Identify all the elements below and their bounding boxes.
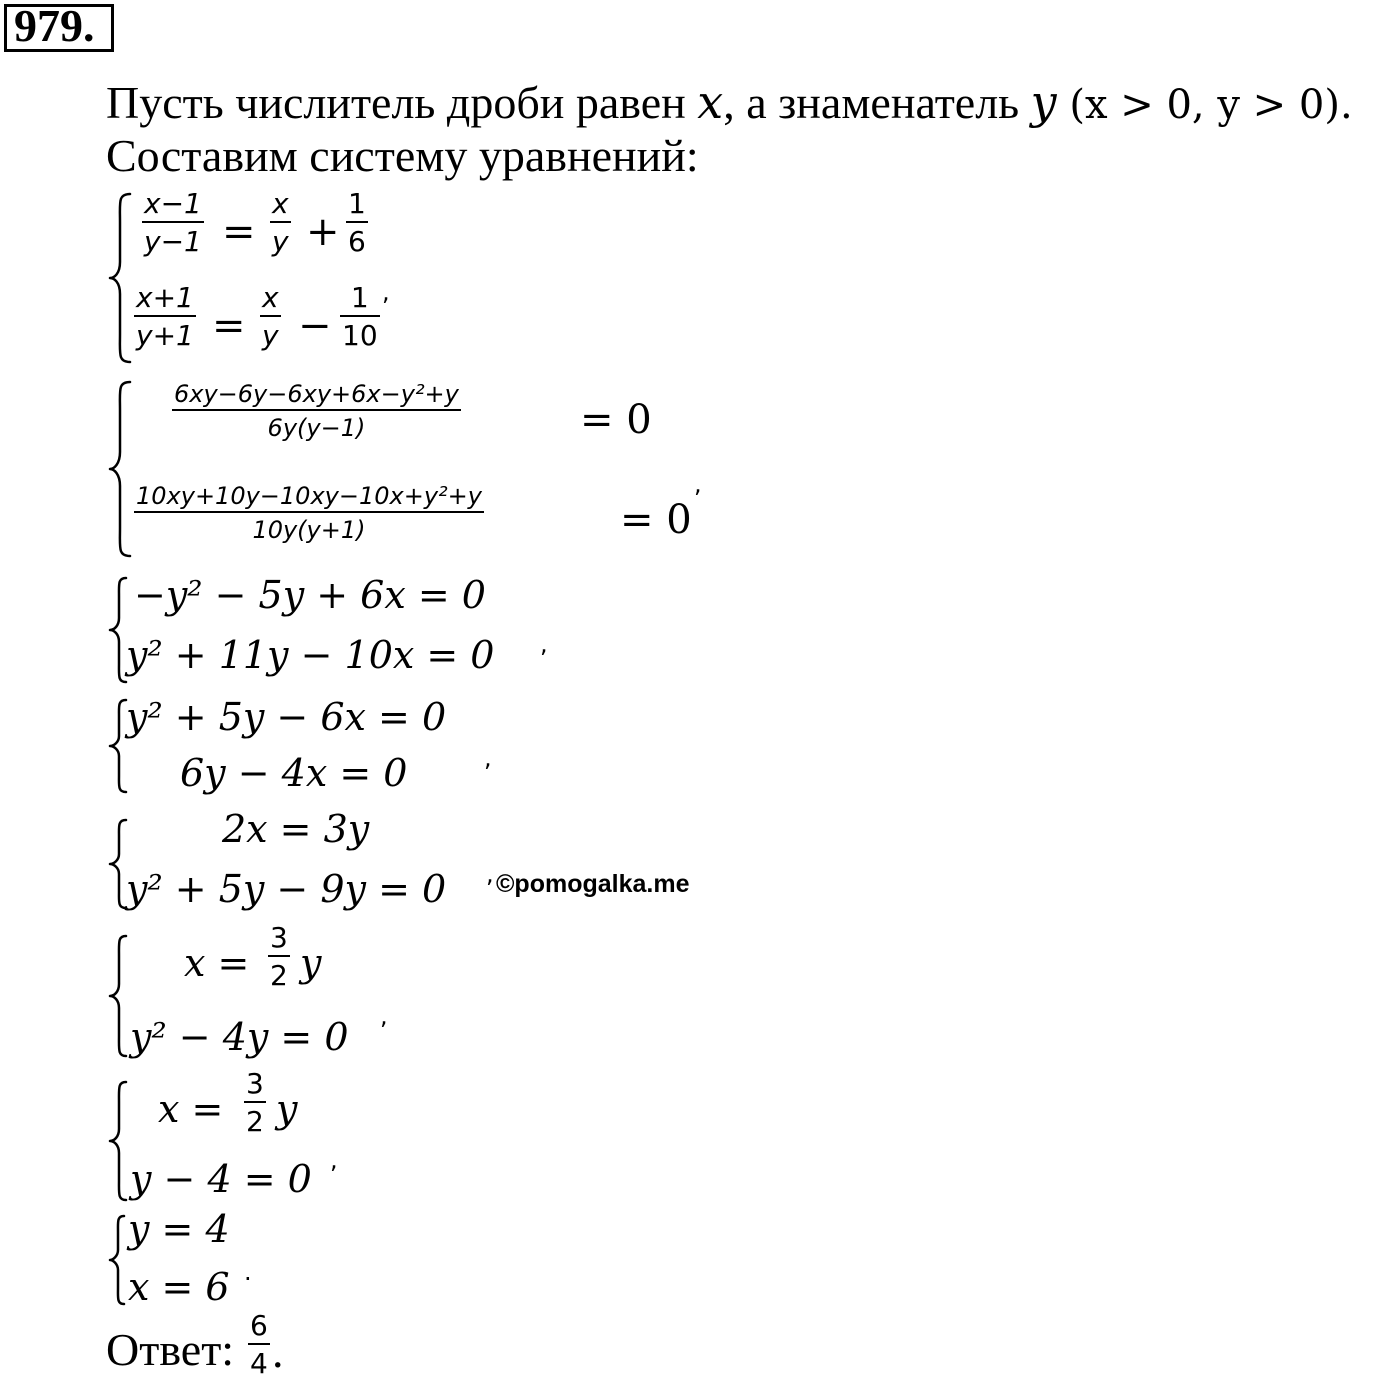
intro-text-b: , а знаменатель <box>723 77 1031 128</box>
s1-eq1-rhs2-fraction <box>346 187 368 258</box>
s1-comma: , <box>382 278 390 306</box>
s8-eq2: x = 6 <box>128 1265 230 1309</box>
s1-eq1-op: + <box>306 209 340 255</box>
s3-eq2: y² + 11y − 10x = 0 <box>126 633 495 677</box>
s6-eq1-frac-num: 3 <box>270 921 288 954</box>
s1-eq1-rhs1-num: x <box>272 187 289 220</box>
s1-eq1-lhs-fraction <box>142 187 204 258</box>
s1-eq1-lhs-num: x−1 <box>144 187 202 220</box>
intro-var-y: y <box>1030 75 1057 129</box>
s1-eq1-equals: = <box>222 209 256 255</box>
intro-line-1 <box>106 76 1353 131</box>
s1-eq1-rhs1-fraction <box>270 187 291 258</box>
answer-period: . <box>272 1326 284 1377</box>
s1-eq1-rhs1-den: y <box>272 225 289 258</box>
s3-eq1: −y² − 5y + 6x = 0 <box>134 573 486 617</box>
answer-fraction <box>248 1309 270 1380</box>
answer-frac-num: 6 <box>250 1309 268 1342</box>
s4-eq1: y² + 5y − 6x = 0 <box>126 695 447 739</box>
answer-label: Ответ: <box>106 1324 235 1375</box>
answer-frac-den: 4 <box>250 1347 268 1380</box>
s2-eq1-den: 6y(y−1) <box>267 414 366 442</box>
s1-eq2-rhs2-fraction <box>340 281 380 352</box>
s1-eq2-rhs1-den: y <box>262 319 279 352</box>
s2-eq2-den: 10y(y+1) <box>252 516 366 544</box>
s2-eq2-num: 10xy+10y−10xy−10x+y²+y <box>136 482 482 510</box>
s7-eq1-lhs: x = <box>158 1087 224 1131</box>
s1-eq1-rhs2-num: 1 <box>348 187 366 220</box>
s7-eq1-rhs: y <box>276 1087 298 1131</box>
s7-eq2: y − 4 = 0 <box>130 1157 312 1201</box>
intro-line-2: Составим систему уравнений: <box>106 130 699 181</box>
s2-eq2-fraction <box>134 484 484 542</box>
s3-comma: , <box>540 630 548 658</box>
problem-number: 979. <box>14 0 95 51</box>
s1-eq1-lhs-den: y−1 <box>144 225 202 258</box>
s5-eq1: 2x = 3y <box>222 807 370 851</box>
s6-eq1-lhs: x = <box>184 941 250 985</box>
s2-eq1-rhs: = 0 <box>580 397 652 443</box>
s2-eq1-fraction <box>172 382 461 440</box>
s7-eq1-frac-num: 3 <box>246 1067 264 1100</box>
watermark: ©pomogalka.me <box>496 870 690 898</box>
s8-eq1: y = 4 <box>128 1207 230 1251</box>
s1-eq2-lhs-fraction <box>134 281 196 352</box>
s1-eq2-rhs1-fraction <box>260 281 281 352</box>
s6-eq1-fraction <box>268 921 290 992</box>
s4-eq2: 6y − 4x = 0 <box>180 751 408 795</box>
s1-eq2-rhs1-num: x <box>262 281 279 314</box>
s1-eq2-lhs-den: y+1 <box>136 319 194 352</box>
s1-eq1-rhs2-den: 6 <box>348 225 366 258</box>
s2-eq1-num: 6xy−6y−6xy+6x−y²+y <box>174 380 459 408</box>
s2-comma: , <box>694 470 702 498</box>
s7-comma: , <box>330 1146 338 1174</box>
s1-eq2-equals: = <box>212 303 246 349</box>
s6-comma: , <box>380 1002 388 1030</box>
s4-comma: , <box>484 744 492 772</box>
s5-comma: , <box>486 860 494 888</box>
s2-eq2-rhs: = 0 <box>620 497 692 543</box>
s6-eq1-frac-den: 2 <box>270 959 288 992</box>
s5-eq2: y² + 5y − 9y = 0 <box>126 867 447 911</box>
intro-condition: (x > 0, y > 0). <box>1056 82 1353 128</box>
s7-eq1-fraction <box>244 1067 266 1138</box>
intro-var-x: x <box>697 75 724 129</box>
intro-text-a: Пусть числитель дроби равен <box>106 77 698 128</box>
s1-eq2-rhs2-den: 10 <box>342 319 378 352</box>
s1-eq2-op: − <box>298 303 332 349</box>
s7-eq1-frac-den: 2 <box>246 1105 264 1138</box>
s6-eq1-rhs: y <box>300 941 322 985</box>
s1-eq2-rhs2-num: 1 <box>350 281 369 314</box>
s1-eq2-lhs-num: x+1 <box>136 281 194 314</box>
s8-period: . <box>244 1258 252 1286</box>
s6-eq2: y² − 4y = 0 <box>130 1015 349 1059</box>
